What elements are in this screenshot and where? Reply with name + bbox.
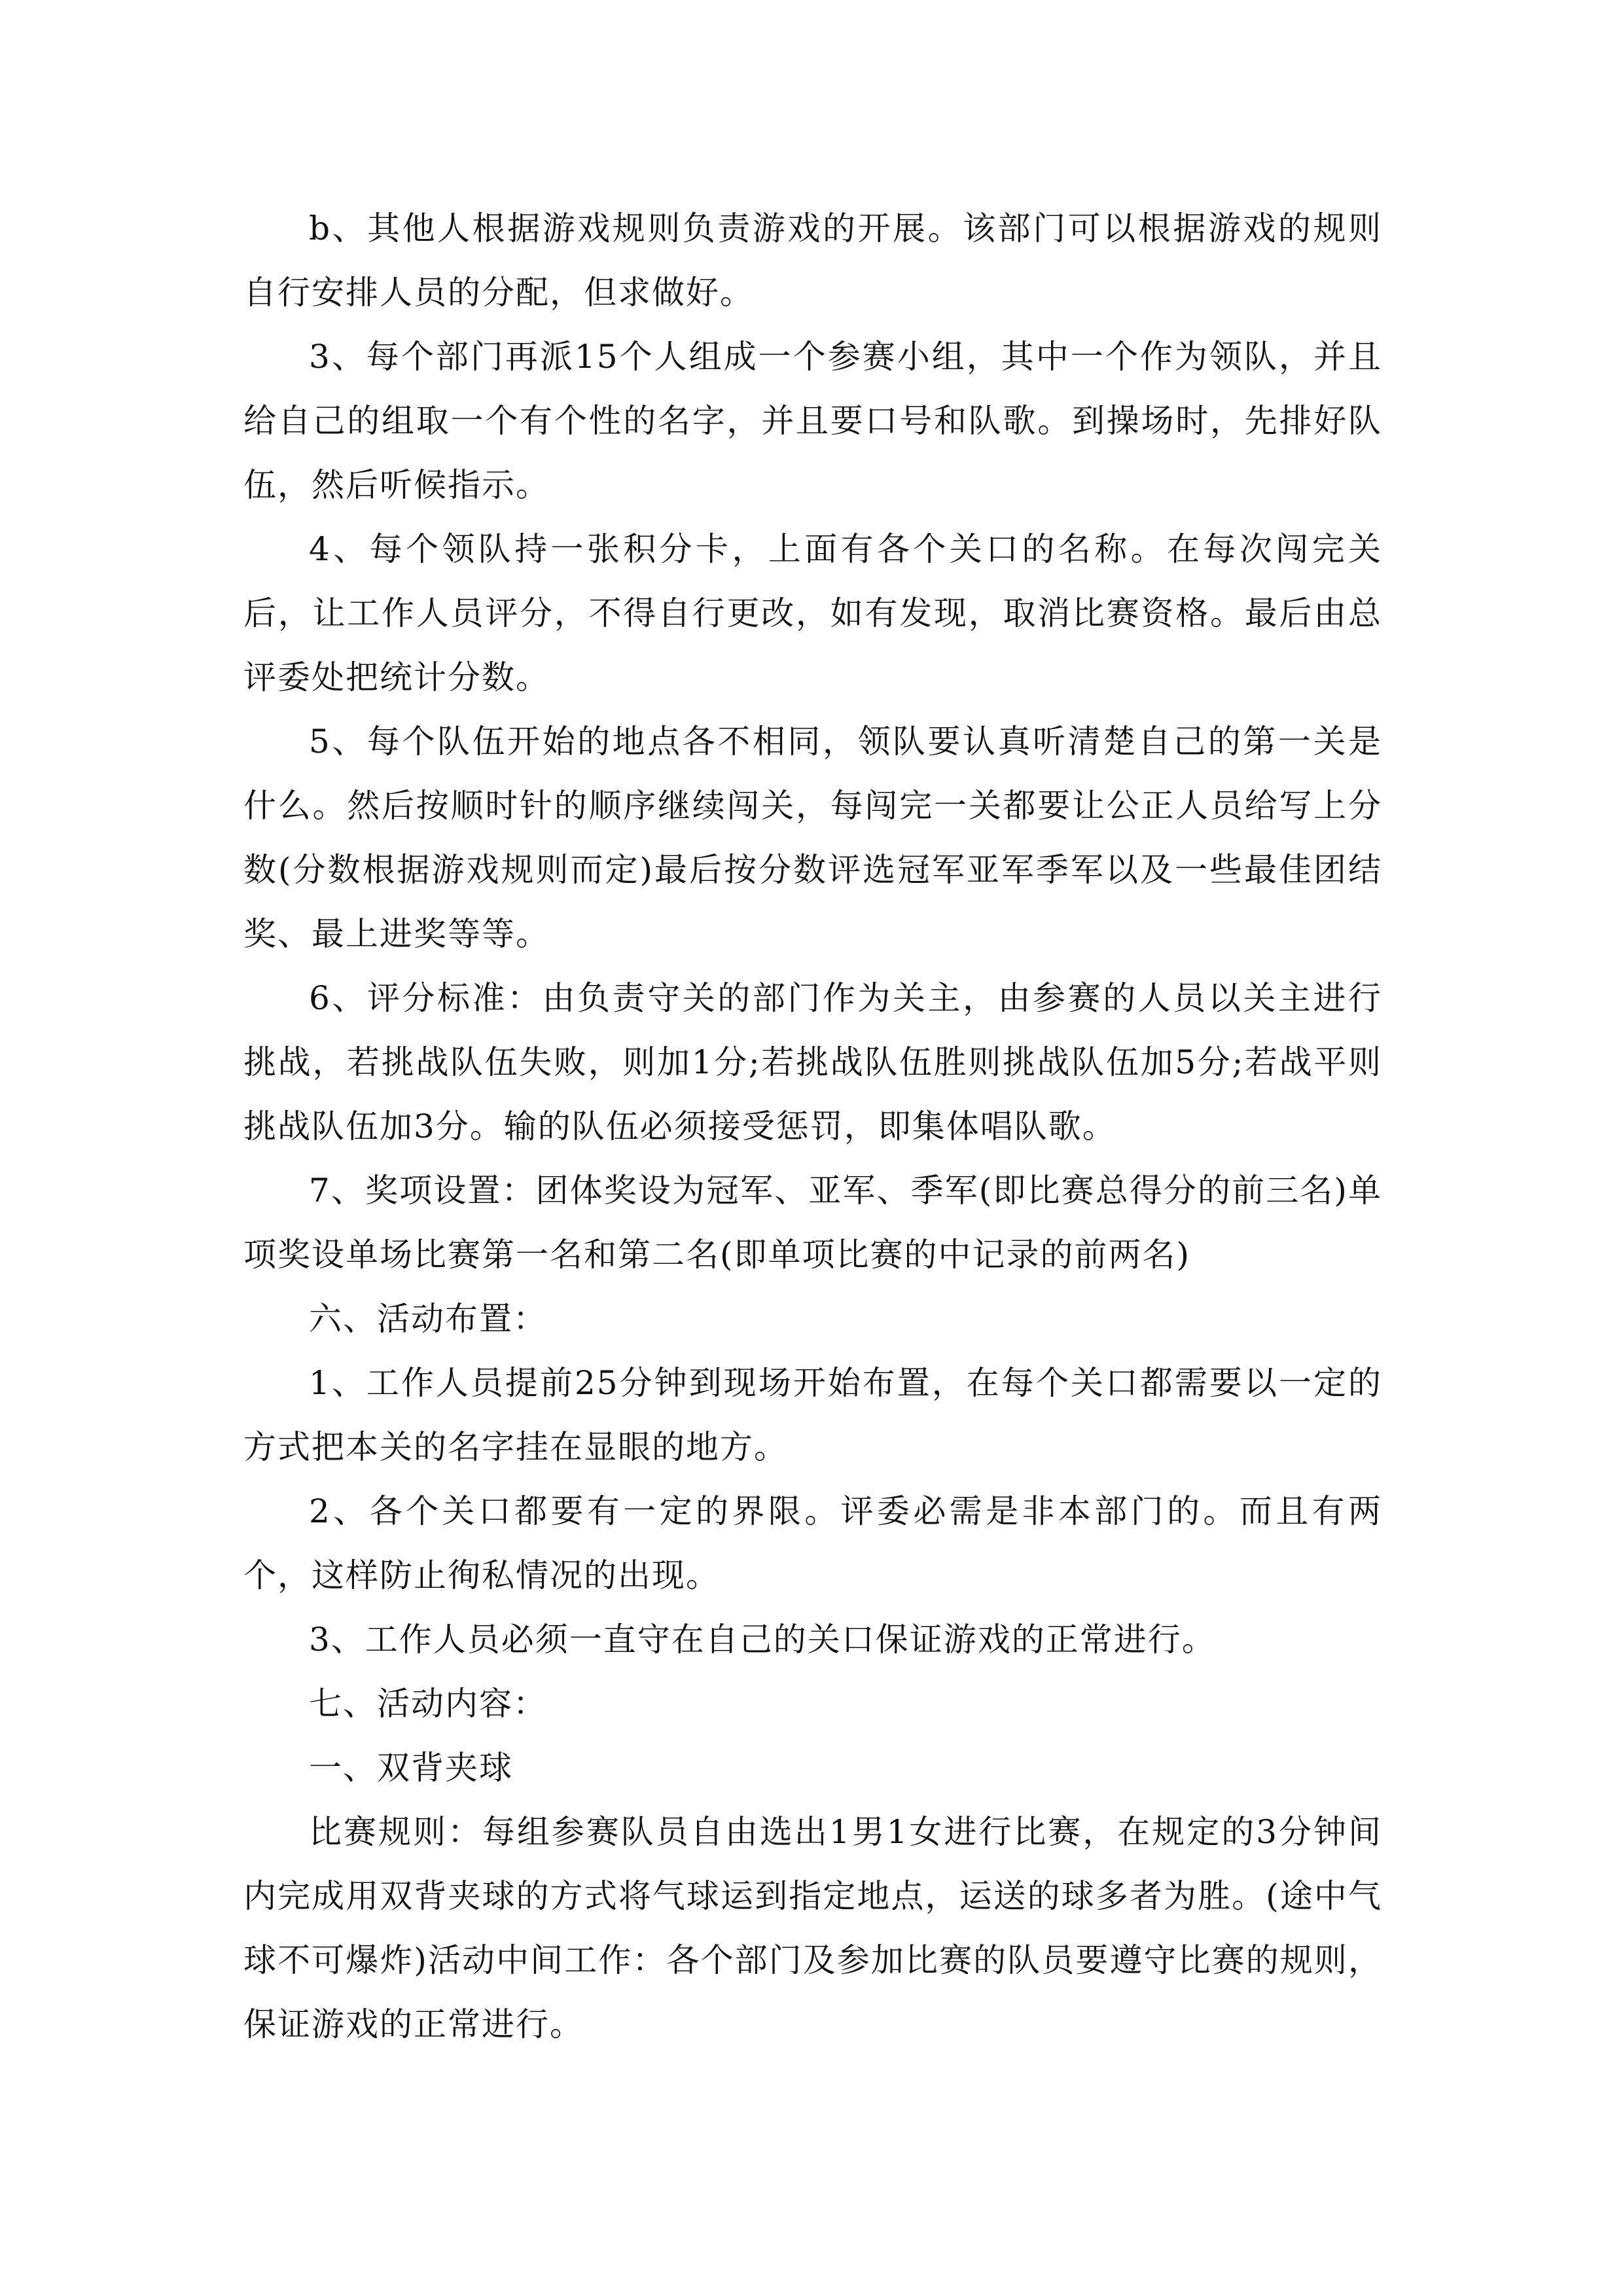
paragraph-3-team-formation: 3、每个部门再派15个人组成一个参赛小组，其中一个作为领队，并且给自己的组取一个有个性的名字，并且要口号和队歌。到操场时，先排好队伍，然后听候指示。 <box>243 338 1382 504</box>
paragraph-setup-1: 1、工作人员提前25分钟到现场开始布置，在每个关口都需要以一定的方式把本关的名字挂在显眼的地方。 <box>243 1364 1382 1466</box>
subheading-double-back-ball: 一、双背夹球 <box>309 1749 513 1787</box>
section-heading-activity-content: 七、活动内容： <box>309 1685 547 1723</box>
paragraph-setup-2: 2、各个关口都要有一定的界限。评委必需是非本部门的。而且有两个，这样防止徇私情况的出现。 <box>243 1492 1382 1594</box>
paragraph-4-score-card: 4、每个领队持一张积分卡，上面有各个关口的名称。在每次闯完关后，让工作人员评分，不得自行更改，如有发现，取消比赛资格。最后由总评委处把统计分数。 <box>243 530 1382 696</box>
paragraph-5-starting-points: 5、每个队伍开始的地点各不相同，领队要认真听清楚自己的第一关是什么。然后按顺时针的顺序继续闯关，每闯完一关都要让公正人员给写上分数(分数根据游戏规则而定)最后按分数评选冠军亚军季军以及一些最佳团结奖、最上进奖等等。 <box>243 723 1382 953</box>
paragraph-6-scoring-standard: 6、评分标准：由负责守关的部门作为关主，由参赛的人员以关主进行挑战，若挑战队伍失败，则加1分;若挑战队伍胜则挑战队伍加5分;若战平则挑战队伍加3分。输的队伍必须接受惩罚，即集体唱队歌。 <box>243 979 1382 1145</box>
paragraph-game-rules: 比赛规则：每组参赛队员自由选出1男1女进行比赛，在规定的3分钟间内完成用双背夹球的方式将气球运到指定地点，运送的球多者为胜。(途中气球不可爆炸)活动中间工作：各个部门及参加比赛的队员要遵守比赛的规则，保证游戏的正常进行。 <box>243 1813 1382 2043</box>
document-body <box>243 196 1382 2056</box>
section-heading-activity-setup: 六、活动布置： <box>309 1300 547 1338</box>
paragraph-b-other-staff: b、其他人根据游戏规则负责游戏的开展。该部门可以根据游戏的规则自行安排人员的分配，但求做好。 <box>243 209 1382 312</box>
paragraph-7-awards: 7、奖项设置：团体奖设为冠军、亚军、季军(即比赛总得分的前三名)单项奖设单场比赛第一名和第二名(即单项比赛的中记录的前两名) <box>243 1172 1382 1274</box>
paragraph-setup-3: 3、工作人员必须一直守在自己的关口保证游戏的正常进行。 <box>309 1621 1216 1659</box>
